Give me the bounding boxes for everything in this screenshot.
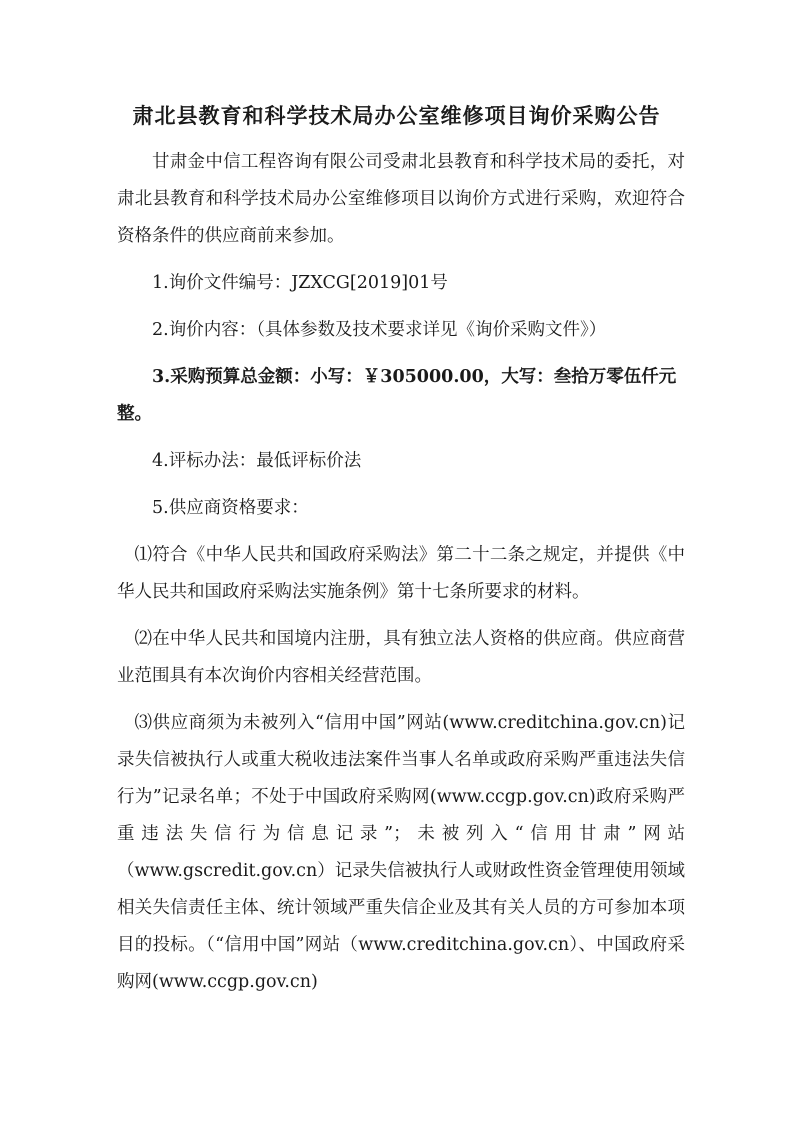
item-file-number: 1.询价文件编号：JZXCG[2019]01号 [152, 273, 448, 293]
requirement-2: ⑵在中华人民共和国境内注册，具有独立法人资格的供应商。供应商营业范围具有本次询价内容相关经营范围。 [117, 629, 685, 686]
document-title: 肃北县教育和科学技术局办公室维修项目询价采购公告 [132, 104, 661, 128]
item-supplier-qualification: 5.供应商资格要求： [152, 498, 309, 518]
intro-paragraph: 甘肃金中信工程咨询有限公司受肃北县教育和科学技术局的委托，对肃北县教育和科学技术局办公室维修项目以询价方式进行采购，欢迎符合资格条件的供应商前来参加。 [117, 152, 685, 246]
item-evaluation-method: 4.评标办法：最低评标价法 [152, 451, 362, 471]
document-body [117, 144, 685, 1001]
requirement-3: ⑶供应商须为未被列入“信用中国”网站(www.creditchina.gov.cn)记录失信被执行人或重大税收违法案件当事人名单或政府采购严重违法失信行为”记录名单；不处于中国政府采购网(www.ccgp.gov.cn)政府采购严重违法失信行为信息记录”；未被列入“信用甘肃”网站（www.gscredit.gov.cn）记录失信被执行人或财政性资金管理使用领域相关失信责任主体、统计领域严重失信企业及其有关人员的方可参加本项目的投标。（“信用中国”网站（www.creditchina.gov.cn）、中国政府采购网(www.ccgp.gov.cn) [117, 713, 685, 992]
item-inquiry-content: 2.询价内容：（具体参数及技术要求详见《询价采购文件》） [152, 320, 607, 340]
requirement-1: ⑴符合《中华人民共和国政府采购法》第二十二条之规定，并提供《中华人民共和国政府采购法实施条例》第十七条所要求的材料。 [117, 545, 685, 602]
item-budget: 3.采购预算总金额：小写：￥305000.00，大写：叁拾万零伍仟元整。 [117, 367, 677, 424]
